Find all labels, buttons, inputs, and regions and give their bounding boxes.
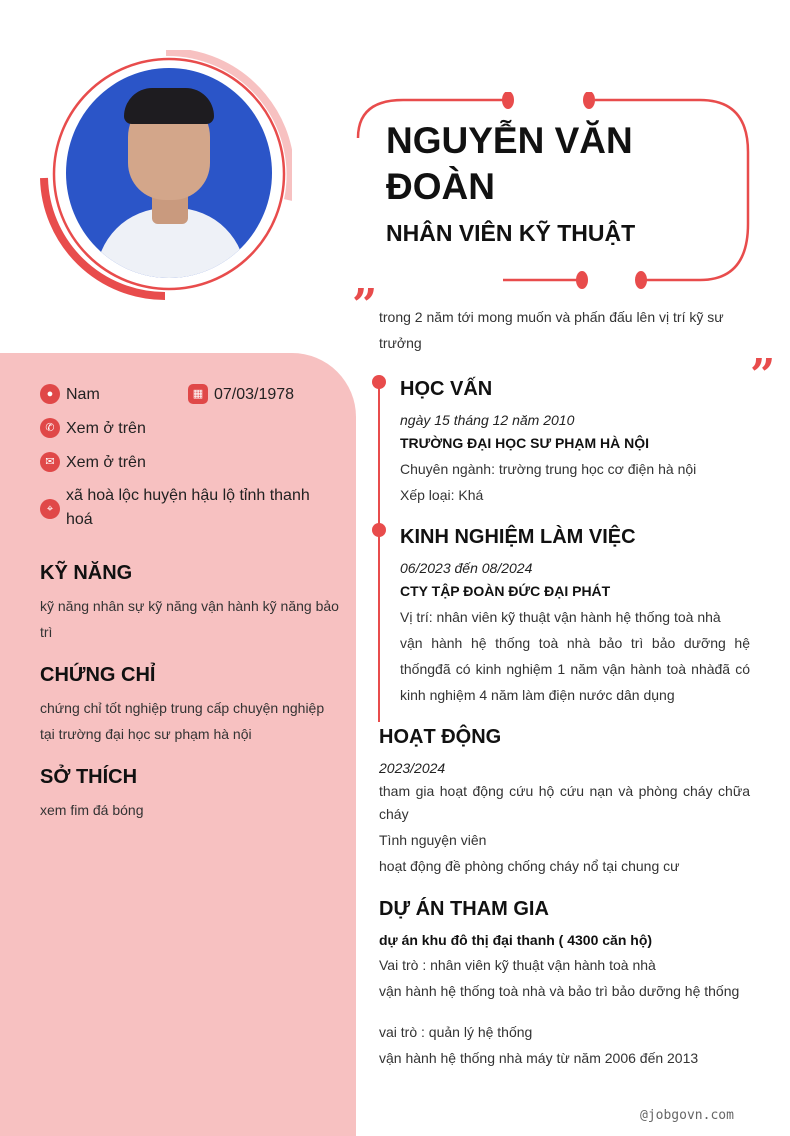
timeline-dot <box>372 375 386 389</box>
project-desc-1: vận hành hệ thống toà nhà và bảo trì bảo dưỡng hệ thống <box>379 983 740 999</box>
avatar <box>66 68 272 278</box>
contact-email <box>40 451 146 475</box>
timeline-line <box>378 382 380 722</box>
education-date: ngày 15 tháng 12 năm 2010 <box>400 412 575 428</box>
user-icon: ● <box>40 384 60 404</box>
contact-birthdate <box>188 383 294 407</box>
email-icon: ✉ <box>40 452 60 472</box>
location-icon: ⌖ <box>40 499 60 519</box>
certificates-text: chứng chỉ tốt nghiệp trung cấp chuyện nghiệp tại trường đại học sư phạm hà nội <box>40 700 325 742</box>
skills-text: kỹ năng nhân sự kỹ năng vận hành kỹ năng bảo trì <box>40 598 339 640</box>
hobbies-heading: SỞ THÍCH <box>40 766 138 788</box>
activities-line-2: Tình nguyện viên <box>379 832 487 848</box>
calendar-icon: ▦ <box>188 384 208 404</box>
job-title: NHÂN VIÊN KỸ THUẬT <box>386 220 636 246</box>
project-name: dự án khu đô thị đại thanh ( 4300 căn hộ) <box>379 932 653 948</box>
education-heading: HỌC VẤN <box>400 378 493 400</box>
experience-date: 06/2023 đến 08/2024 <box>400 560 533 576</box>
activities-line-3: hoạt động đề phòng chống cháy nổ tại chung cư <box>379 858 680 874</box>
candidate-name: NGUYỄN VĂN ĐOÀN <box>386 120 633 207</box>
address-value: xã hoà lộc huyện hậu lộ tỉnh thanh hoá <box>66 487 310 528</box>
phone-icon: ✆ <box>40 418 60 438</box>
experience-heading: KINH NGHIỆM LÀM VIỆC <box>400 526 636 548</box>
experience-description: vận hành hệ thống toà nhà bảo trì bảo dưỡng hệ thốngđã có kinh nghiệm 1 năm vận hành toà nhàđã có kinh nghiệm 4 năm làm điện nước dân dụng <box>400 635 750 703</box>
activities-heading: HOẠT ĐỘNG <box>379 726 502 748</box>
gender-value: Nam <box>66 386 100 403</box>
activities-line-1: tham gia hoạt động cứu hộ cứu nạn và phòng cháy chữa cháy <box>379 783 750 822</box>
experience-company: CTY TẬP ĐOÀN ĐỨC ĐẠI PHÁT <box>400 583 611 599</box>
timeline-dot <box>372 523 386 537</box>
phone-value: Xem ở trên <box>66 420 146 437</box>
contact-address <box>40 484 330 532</box>
footer-brand: @jobgovn.com <box>640 1108 734 1123</box>
experience-position: Vị trí: nhân viên kỹ thuật vận hành hệ thống toà nhà <box>400 609 721 625</box>
birthdate-value: 07/03/1978 <box>214 386 295 403</box>
hobbies-text: xem fim đá bóng <box>40 802 144 818</box>
quote-close-icon: ” <box>750 350 776 401</box>
activities-date: 2023/2024 <box>379 760 446 776</box>
projects-heading: DỰ ÁN THAM GIA <box>379 898 549 920</box>
email-value: Xem ở trên <box>66 454 146 471</box>
quote-open-icon: ” <box>352 280 378 331</box>
education-school: TRƯỜNG ĐẠI HỌC SƯ PHẠM HÀ NỘI <box>400 435 650 451</box>
project-role-2: vai trò : quản lý hệ thống <box>379 1024 533 1040</box>
career-objective: trong 2 năm tới mong muốn và phấn đấu lên vị trí kỹ sư trưởng <box>379 309 724 351</box>
project-desc-2: vận hành hệ thống nhà máy từ năm 2006 đến 2013 <box>379 1050 699 1066</box>
contact-gender <box>40 383 100 407</box>
certificates-heading: CHỨNG CHỈ <box>40 664 156 686</box>
education-major: Chuyên ngành: trường trung học cơ điện hà nội <box>400 461 697 477</box>
education-grade: Xếp loại: Khá <box>400 487 484 503</box>
project-role-1: Vai trò : nhân viên kỹ thuật vận hành toà nhà <box>379 957 656 973</box>
contact-phone <box>40 417 146 441</box>
skills-heading: KỸ NĂNG <box>40 562 133 584</box>
